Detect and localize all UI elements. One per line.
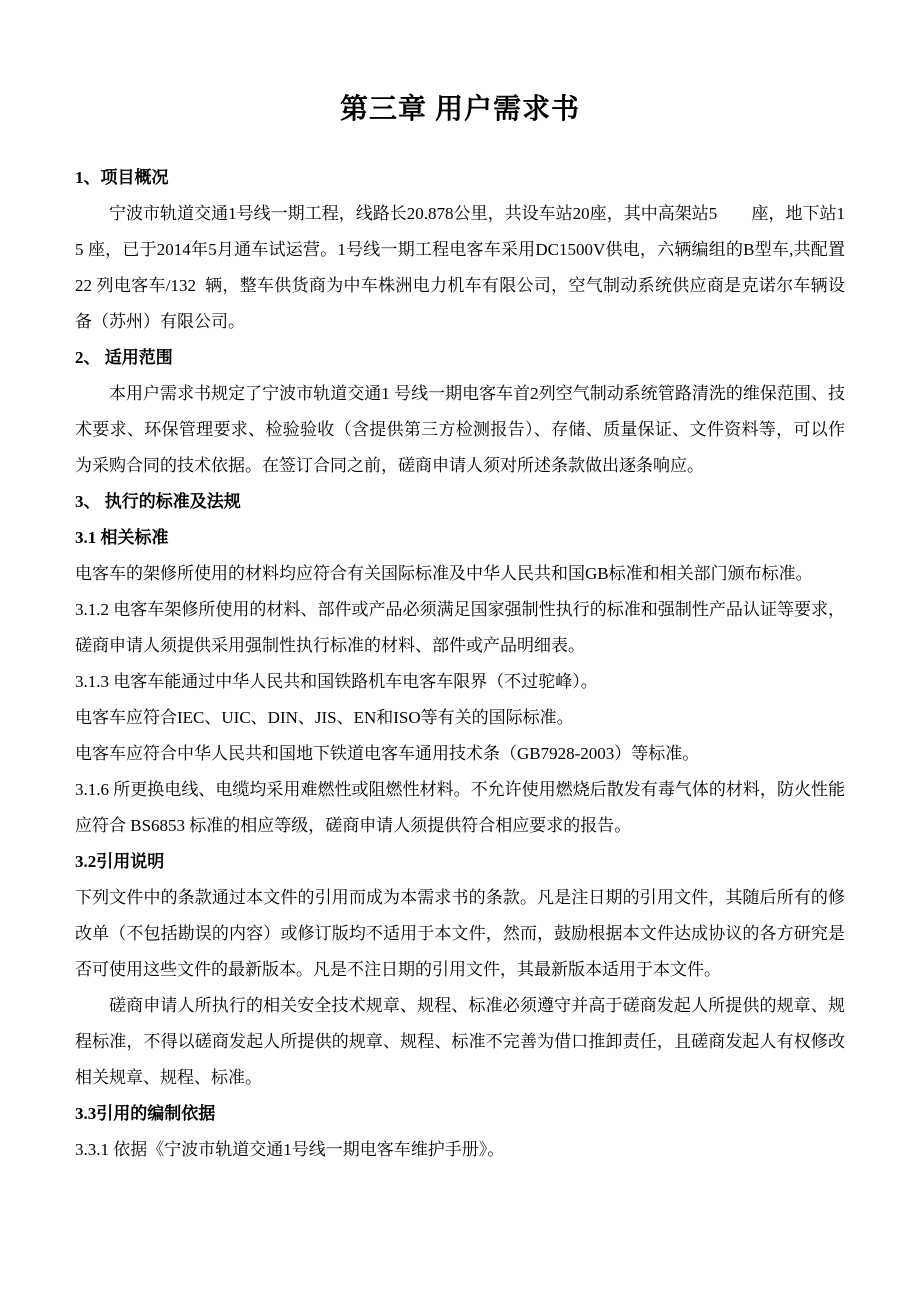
document-title: 第三章 用户需求书 — [339, 94, 580, 125]
section-3-2-paragraph-1: 下列文件中的条款通过本文件的引用而成为本需求书的条款。凡是注日期的引用文件，其随后所有的修改单（不包括勘误的内容）或修订版均不适用于本文件，然而，鼓励根据本文件达成协议的各方研究是否可使用这些文件的最新版本。凡是不注日期的引用文件，其最新版本适用于本文件。 — [75, 888, 845, 979]
section-3-2-heading: 3.2引用说明 — [75, 852, 165, 871]
clause-3-1-3: 3.1.3 电客车能通过中华人民共和国铁路机车电客车限界（不过驼峰）。 — [75, 672, 598, 691]
section-3-2-paragraph-2: 磋商申请人所执行的相关安全技术规章、规程、标准必须遵守并高于磋商发起人所提供的规章、规程标准，不得以磋商发起人所提供的规章、规程、标准不完善为借口推卸责任，且磋商发起人有权修改相关规章、规程、标准。 — [75, 996, 845, 1087]
clause-3-1-5: 电客车应符合中华人民共和国地下铁道电客车通用技术条（GB7928-2003）等标准。 — [75, 744, 700, 763]
section-2-paragraph: 本用户需求书规定了宁波市轨道交通1 号线一期电客车首2列空气制动系统管路清洗的维保范围、技术要求、环保管理要求、检验验收（含提供第三方检测报告）、存储、质量保证、文件资料等，可以作为采购合同的技术依据。在签订合同之前，磋商申请人须对所述条款做出逐条响应。 — [75, 384, 845, 475]
clause-3-1-2: 3.1.2 电客车架修所使用的材料、部件或产品必须满足国家强制性执行的标准和强制性产品认证等要求，磋商申请人须提供采用强制性执行标准的材料、部件或产品明细表。 — [75, 600, 845, 655]
section-1-paragraph: 宁波市轨道交通1号线一期工程，线路长20.878公里，共设车站20座，其中高架站5 座，地下站15 座，已于2014年5月通车试运营。1号线一期工程电客车采用DC1500V供电，六辆编组的B型车,共配置 22 列电客车/132 辆，整车供货商为中车株洲电力机车有限公司，空气制动系统供应商是克诺尔车辆设备（苏州）有限公司。 — [75, 204, 871, 331]
clause-3-1-4: 电客车应符合IEC、UIC、DIN、JIS、EN和ISO等有关的国际标准。 — [75, 708, 574, 727]
section-3-3-heading: 3.3引用的编制依据 — [75, 1104, 216, 1123]
clause-3-1-1: 电客车的架修所使用的材料均应符合有关国际标准及中华人民共和国GB标准和相关部门颁布标准。 — [75, 564, 813, 583]
clause-3-3-1: 3.3.1 依据《宁波市轨道交通1号线一期电客车维护手册》。 — [75, 1140, 505, 1159]
clause-3-1-6: 3.1.6 所更换电线、电缆均采用难燃性或阻燃性材料。不允许使用燃烧后散发有毒气体的材料，防火性能应符合 BS6853 标准的相应等级，磋商申请人须提供符合相应要求的报告。 — [75, 780, 845, 835]
section-2-heading: 2、 适用范围 — [75, 348, 173, 367]
section-3-heading: 3、 执行的标准及法规 — [75, 492, 241, 511]
section-1-heading: 1、项目概况 — [75, 168, 169, 187]
section-3-1-heading: 3.1 相关标准 — [75, 528, 169, 547]
